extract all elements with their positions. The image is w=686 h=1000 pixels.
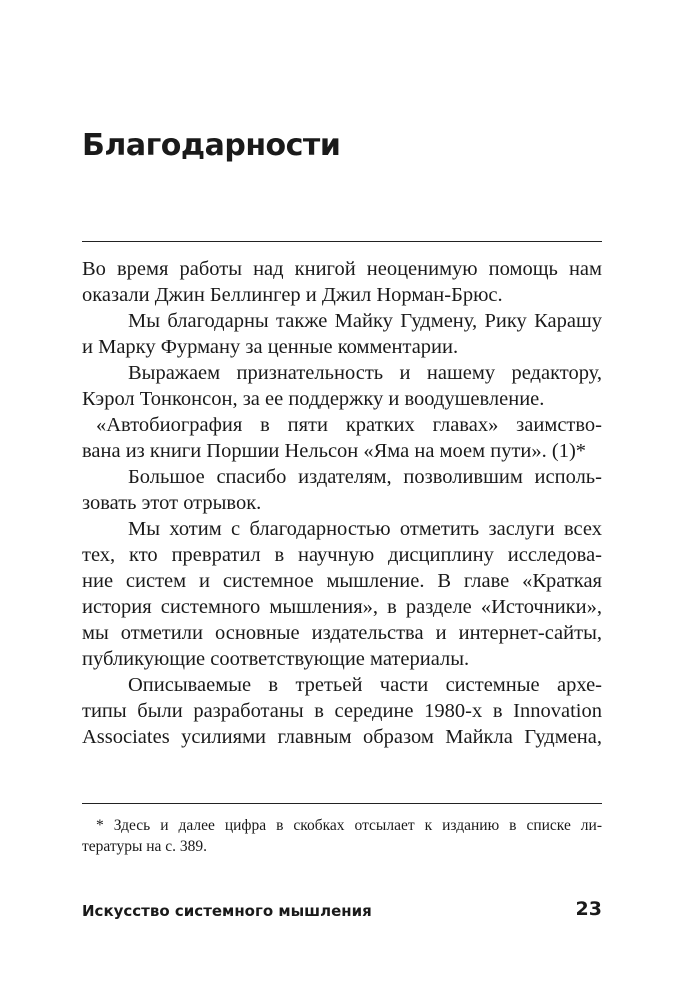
text-line: оказали Джин Беллингер и Джил Норман-Брюс.: [82, 284, 503, 306]
page-title: Благодарности: [82, 128, 341, 163]
text-line: Выражаем признательность и нашему редактору,: [128, 362, 602, 384]
paragraph: [82, 360, 602, 412]
body-text: [82, 256, 602, 750]
text-line: ние систем и системное мышление. В главе «Краткая: [82, 570, 602, 592]
text-line: Кэрол Тонконсон, за ее поддержку и воодушевление.: [82, 388, 545, 410]
text-line: зовать этот отрывок.: [82, 492, 262, 514]
text-line: мы отметили основные издательства и интернет-сайты,: [82, 622, 602, 644]
text-line: публикующие соответствующие материалы.: [82, 648, 470, 670]
footnote-line: * Здесь и далее цифра в скобках отсылает к изданию в списке ли-: [96, 817, 602, 834]
text-line: типы были разработаны в середине 1980-х в Innovation: [82, 700, 602, 722]
running-footer-title: Искусство системного мышления: [82, 902, 372, 920]
text-line: Во время работы над книгой неоценимую помощь нам: [82, 258, 602, 280]
text-line: Описываемые в третьей части системные архе-: [128, 674, 602, 696]
paragraph: [82, 308, 602, 360]
paragraph: [82, 516, 602, 672]
heading-divider: [82, 241, 602, 242]
text-line: вана из книги Поршии Нельсон «Яма на моем пути». (1)*: [82, 440, 587, 462]
page-number: 23: [575, 898, 602, 920]
footnote: [82, 815, 602, 857]
text-line: Associates усилиями главным образом Майкла Гудмена,: [82, 726, 602, 748]
paragraph: [82, 672, 602, 750]
footnote-line: тературы на с. 389.: [82, 838, 208, 855]
text-line: Мы хотим с благодарностью отметить заслуги всех: [128, 518, 602, 540]
text-line: тех, кто превратил в научную дисциплину исследова-: [82, 544, 602, 566]
paragraph: [82, 464, 602, 516]
footnote-divider: [82, 803, 602, 804]
paragraph: [82, 412, 602, 464]
text-line: и Марку Фурману за ценные комментарии.: [82, 336, 459, 358]
text-line: Мы благодарны также Майку Гудмену, Рику Карашу: [128, 310, 602, 332]
text-line: история системного мышления», в разделе «Источники»,: [82, 596, 602, 618]
text-line: «Автобиография в пяти кратких главах» заимство-: [96, 414, 602, 436]
paragraph: [82, 256, 602, 308]
text-line: Большое спасибо издателям, позволившим исполь-: [128, 466, 602, 488]
